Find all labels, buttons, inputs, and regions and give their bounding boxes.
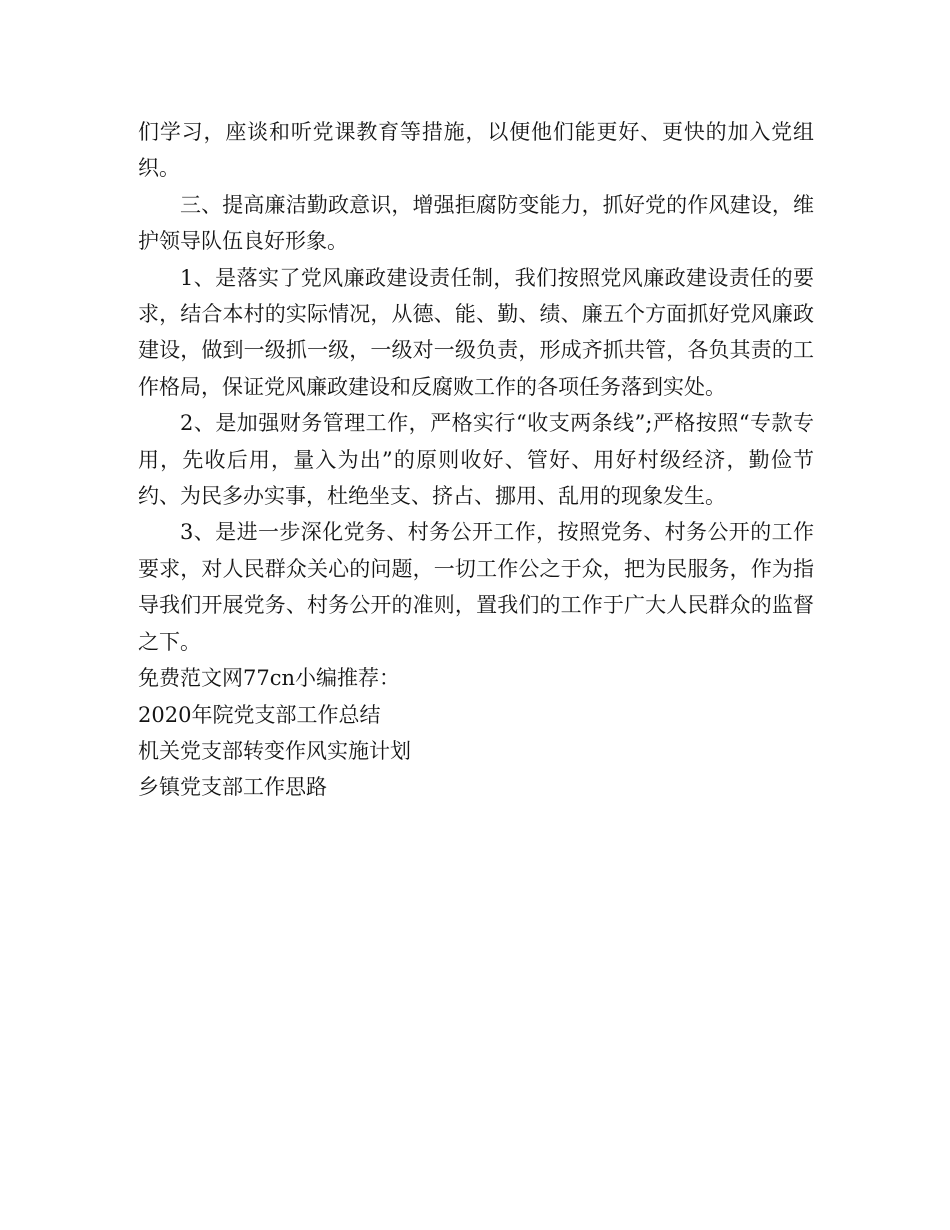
- document-body: [138, 114, 814, 806]
- paragraph-section-three: 三、提高廉洁勤政意识，增强拒腐防变能力，抓好党的作风建设，维护领导队伍良好形象。: [138, 192, 814, 254]
- paragraph-item-2: 2、是加强财务管理工作，严格实行“收支两条线”;严格按照“专款专用，先收后用，量入为出”的原则收好、管好、用好村级经济，勤俭节约、为民多办实事，杜绝坐支、挤占、挪用、乱用的现象发生。: [138, 411, 814, 509]
- paragraph-item-3: 3、是进一步深化党务、村务公开工作，按照党务、村务公开的工作要求，对人民群众关心的问题，一切工作公之于众，把为民服务，作为指导我们开展党务、村务公开的准则，置我们的工作于广大人民群众的监督之下。: [138, 520, 814, 654]
- recommend-link-1[interactable]: 2020年院党支部工作总结: [138, 702, 381, 727]
- recommend-link-3[interactable]: 乡镇党支部工作思路: [138, 775, 327, 800]
- recommend-link-2[interactable]: 机关党支部转变作风实施计划: [138, 738, 411, 763]
- recommend-heading: 免费范文网77cn小编推荐：: [138, 666, 401, 691]
- paragraph-continuation: 们学习，座谈和听党课教育等措施，以便他们能更好、更快的加入党组织。: [138, 120, 814, 181]
- paragraph-item-1: 1、是落实了党风廉政建设责任制，我们按照党风廉政建设责任的要求，结合本村的实际情况，从德、能、勤、绩、廉五个方面抓好党风廉政建设，做到一级抓一级，一级对一级负责，形成齐抓共管，各负其责的工作格局，保证党风廉政建设和反腐败工作的各项任务落到实处。: [138, 265, 814, 399]
